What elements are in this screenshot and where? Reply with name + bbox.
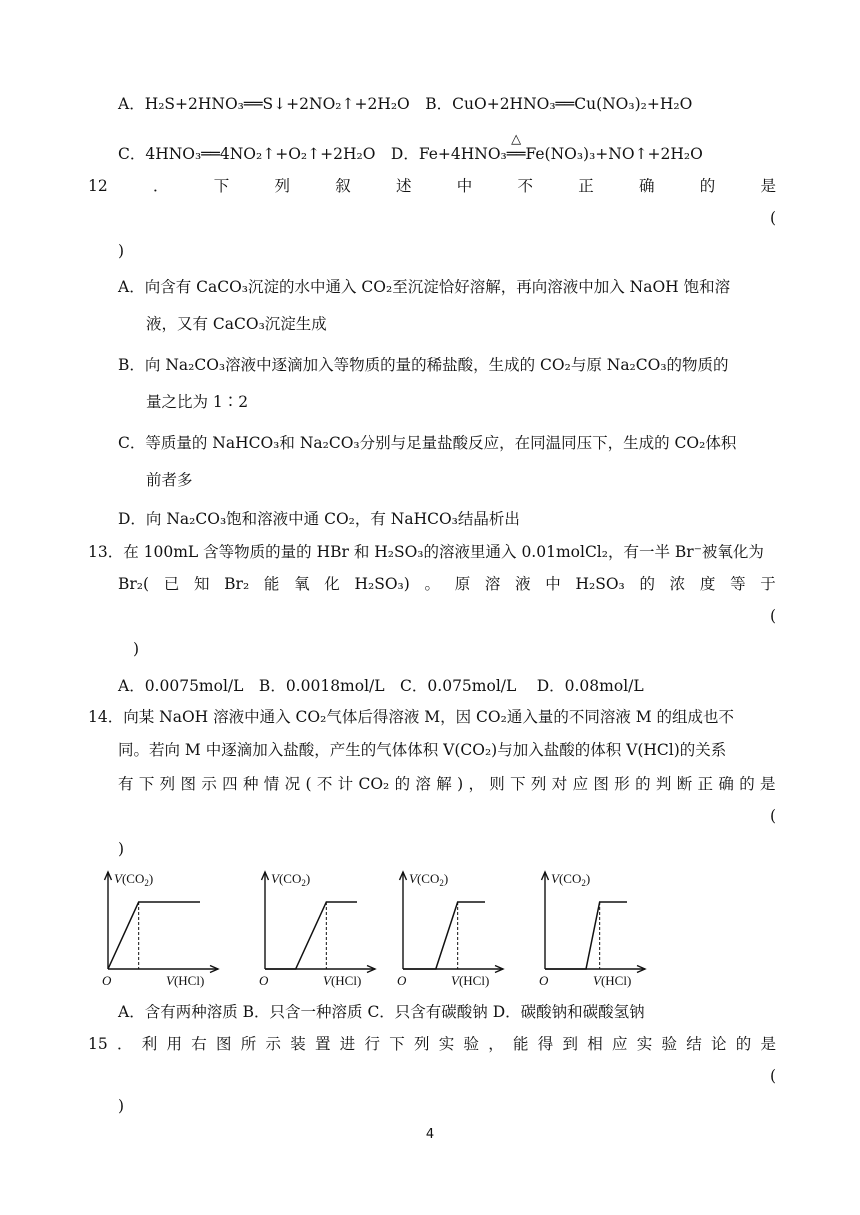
line-token: 溶 bbox=[415, 775, 431, 793]
line-token: 是 bbox=[760, 775, 776, 793]
x-axis-label: V(HCl) bbox=[166, 973, 205, 988]
q12-answer-paren-open: ( bbox=[770, 209, 777, 227]
line-token: 确 bbox=[718, 775, 734, 793]
stem-char: 示 bbox=[265, 1035, 281, 1053]
stem-char: 下 bbox=[213, 177, 230, 195]
q11-options-ab: A．H₂S+2HNO₃══S↓+2NO₂↑+2H₂O B．CuO+2HNO₃══Cu(NO₃)₂+H₂O bbox=[118, 95, 693, 113]
q15-answer-paren-close: ) bbox=[118, 1097, 125, 1115]
line-token: 的 bbox=[394, 775, 411, 793]
q12-option-d: D．向 Na₂CO₃饱和溶液中通 CO₂，有 NaHCO₃结晶析出 bbox=[118, 510, 520, 528]
q15-number: 15 bbox=[88, 1035, 108, 1053]
line-token: 化 bbox=[324, 575, 340, 593]
q14-line2: 同。若向 M 中逐滴加入盐酸，产生的气体体积 V(CO₂)与加入盐酸的体积 V(HCl)的关系 bbox=[118, 741, 727, 759]
stem-char: 是 bbox=[760, 177, 776, 195]
q14-answer-paren-close: ) bbox=[118, 840, 125, 858]
line-token: 液 bbox=[515, 575, 531, 593]
series-line bbox=[403, 902, 485, 969]
line-token: 对 bbox=[551, 775, 568, 793]
stem-char: ， bbox=[488, 1035, 504, 1053]
q15-answer-paren-open: ( bbox=[770, 1067, 777, 1085]
stem-char: 能 bbox=[512, 1035, 529, 1053]
stem-char: 装 bbox=[290, 1035, 306, 1053]
line-token: 图 bbox=[180, 775, 196, 793]
stem-char: 列 bbox=[274, 177, 290, 195]
line-token: H₂SO₃) bbox=[354, 575, 410, 593]
stem-char: 行 bbox=[364, 1035, 380, 1053]
q14-line1: 14．向某 NaOH 溶液中通入 CO₂气体后得溶液 M，因 CO₂通入量的不同溶液 M 的组成也不 bbox=[88, 708, 735, 726]
q11-options-cd-end: Fe(NO₃)₃+NO↑+2H₂O bbox=[525, 145, 703, 163]
line-token: 正 bbox=[697, 775, 714, 793]
line-token: 浓 bbox=[669, 575, 686, 593]
line-token: 图 bbox=[593, 775, 609, 793]
origin-label: O bbox=[539, 973, 549, 988]
origin-label: O bbox=[397, 973, 407, 988]
q11-heat-equals bbox=[506, 132, 526, 165]
line-token: 度 bbox=[699, 575, 716, 593]
stem-char: 的 bbox=[735, 1035, 752, 1053]
line-token: 知 bbox=[193, 575, 210, 593]
stem-char: ． bbox=[116, 1035, 133, 1053]
q13-answer-paren-close: ) bbox=[133, 640, 140, 658]
stem-char: 是 bbox=[760, 1035, 776, 1053]
x-axis-label: V(HCl) bbox=[451, 973, 490, 988]
q11-options-cd-start: C．4HNO₃══4NO₂↑+O₂↑+2H₂O D．Fe+4HNO₃ bbox=[118, 145, 507, 163]
line-token: 的 bbox=[635, 775, 651, 793]
y-axis-label: $V(CO_2)$ bbox=[114, 871, 154, 888]
q14-graph-4 bbox=[535, 866, 675, 988]
line-token: 溶 bbox=[484, 575, 501, 593]
line-token: 判 bbox=[655, 775, 672, 793]
q14-graph-1 bbox=[98, 866, 248, 988]
line-token: ) bbox=[457, 775, 464, 793]
line-token: 解 bbox=[436, 775, 452, 793]
origin-label: O bbox=[102, 973, 112, 988]
q12-option-a-line1: A．向含有 CaCO₃沉淀的水中通入 CO₂至沉淀恰好溶解，再向溶液中加入 NaOH 饱和溶 bbox=[118, 278, 731, 296]
stem-char: 进 bbox=[339, 1035, 356, 1053]
line-token: 。 bbox=[424, 575, 440, 593]
line-token: 原 bbox=[454, 575, 471, 593]
q12-number: 12 bbox=[88, 177, 108, 195]
line-token: 种 bbox=[242, 775, 259, 793]
stem-char: 叙 bbox=[335, 177, 351, 195]
stem-char: 下 bbox=[389, 1035, 405, 1053]
q14-line3 bbox=[118, 773, 776, 795]
stem-char: 论 bbox=[710, 1035, 727, 1053]
q14-answer-paren-open: ( bbox=[770, 807, 777, 825]
stem-char: 述 bbox=[395, 177, 412, 195]
q14-graph-3 bbox=[393, 866, 533, 988]
line-token: 形 bbox=[614, 775, 630, 793]
line-token: 能 bbox=[263, 575, 280, 593]
q12-answer-paren-close: ) bbox=[118, 242, 125, 260]
line-token: Br₂ bbox=[224, 575, 250, 593]
line-token: 不 bbox=[316, 775, 333, 793]
line-token: 则 bbox=[489, 775, 505, 793]
line-token: Br₂( bbox=[118, 575, 150, 593]
stem-char: 验 bbox=[463, 1035, 479, 1053]
stem-char: 正 bbox=[578, 177, 594, 195]
x-axis-label: V(HCl) bbox=[323, 973, 362, 988]
q12-stem bbox=[88, 175, 776, 197]
q11-options-cd bbox=[118, 132, 703, 165]
line-token: 的 bbox=[739, 775, 755, 793]
series-line bbox=[108, 902, 200, 969]
page-number: 4 bbox=[425, 1127, 435, 1142]
line-token: CO₂ bbox=[358, 775, 390, 793]
stem-char: 相 bbox=[587, 1035, 603, 1053]
stem-char: 的 bbox=[699, 177, 716, 195]
y-axis-label: $V(CO_2)$ bbox=[271, 871, 311, 888]
y-axis-label: $V(CO_2)$ bbox=[409, 871, 449, 888]
stem-char: 结 bbox=[686, 1035, 702, 1053]
line-token: 计 bbox=[337, 775, 354, 793]
line-token: 列 bbox=[159, 775, 176, 793]
stem-char: 右 bbox=[191, 1035, 207, 1053]
q13-line2 bbox=[118, 573, 776, 595]
q14-options: A．含有两种溶质 B．只含一种溶质 C．只含有碳酸钠 D．碳酸钠和碳酸氢钠 bbox=[118, 1003, 645, 1021]
stem-char: 确 bbox=[638, 177, 655, 195]
line-token: 四 bbox=[222, 775, 238, 793]
stem-char: 中 bbox=[456, 177, 473, 195]
line-token: 下 bbox=[138, 775, 155, 793]
series-line bbox=[545, 902, 627, 969]
line-token: 有 bbox=[118, 775, 134, 793]
line-token: 示 bbox=[201, 775, 217, 793]
stem-char: 利 bbox=[141, 1035, 158, 1053]
stem-char: 不 bbox=[517, 177, 533, 195]
line-token: 应 bbox=[572, 775, 589, 793]
origin-label: O bbox=[259, 973, 269, 988]
q15-stem bbox=[88, 1033, 776, 1055]
line-token: 的 bbox=[639, 575, 655, 593]
q13-line1: 13．在 100mL 含等物质的量的 HBr 和 H₂SO₃的溶液里通入 0.01molCl₂，有一半 Br⁻被氧化为 bbox=[88, 543, 764, 561]
series-line bbox=[265, 902, 357, 969]
q12-option-c-line1: C．等质量的 NaHCO₃和 Na₂CO₃分别与足量盐酸反应，在同温同压下，生成的 CO₂体积 bbox=[118, 434, 737, 452]
stem-char: 实 bbox=[438, 1035, 455, 1053]
stem-char: 置 bbox=[314, 1035, 331, 1053]
stem-char: 列 bbox=[413, 1035, 430, 1053]
q11-equals-sign: ══ bbox=[506, 145, 526, 163]
heat-triangle-icon: △ bbox=[511, 132, 522, 147]
stem-char: 到 bbox=[562, 1035, 578, 1053]
stem-char: 验 bbox=[661, 1035, 677, 1053]
line-token: 断 bbox=[676, 775, 693, 793]
q14-graph-2 bbox=[255, 866, 405, 988]
q13-options: A．0.0075mol/L B．0.0018mol/L C．0.075mol/L D．0.08mol/L bbox=[118, 677, 644, 695]
line-token: 氧 bbox=[294, 575, 310, 593]
q12-option-b-line1: B．向 Na₂CO₃溶液中逐滴加入等物质的量的稀盐酸，生成的 CO₂与原 Na₂CO₃的物质的 bbox=[118, 356, 729, 374]
stem-char: 用 bbox=[166, 1035, 182, 1053]
q13-answer-paren-open: ( bbox=[770, 607, 777, 625]
line-token: 于 bbox=[760, 575, 776, 593]
y-axis-label: $V(CO_2)$ bbox=[551, 871, 591, 888]
stem-char: 应 bbox=[611, 1035, 628, 1053]
stem-char: 所 bbox=[240, 1035, 257, 1053]
q12-option-b-line2: 量之比为 1∶2 bbox=[146, 393, 249, 411]
q12-option-c-line2: 前者多 bbox=[146, 471, 193, 489]
line-token: H₂SO₃ bbox=[575, 575, 625, 593]
line-token: 列 bbox=[530, 775, 547, 793]
line-token: 情 bbox=[263, 775, 280, 793]
stem-char: ． bbox=[152, 177, 169, 195]
stem-char: 图 bbox=[215, 1035, 232, 1053]
line-token: 下 bbox=[510, 775, 526, 793]
line-token: 况 bbox=[284, 775, 301, 793]
line-token: 已 bbox=[163, 575, 180, 593]
stem-char: 得 bbox=[537, 1035, 554, 1053]
line-token: 等 bbox=[730, 575, 746, 593]
x-axis-label: V(HCl) bbox=[593, 973, 632, 988]
stem-char: 实 bbox=[636, 1035, 653, 1053]
line-token: 中 bbox=[545, 575, 561, 593]
q12-option-a-line2: 液，又有 CaCO₃沉淀生成 bbox=[146, 315, 327, 333]
line-token: ( bbox=[305, 775, 312, 793]
line-token: ， bbox=[468, 775, 484, 793]
